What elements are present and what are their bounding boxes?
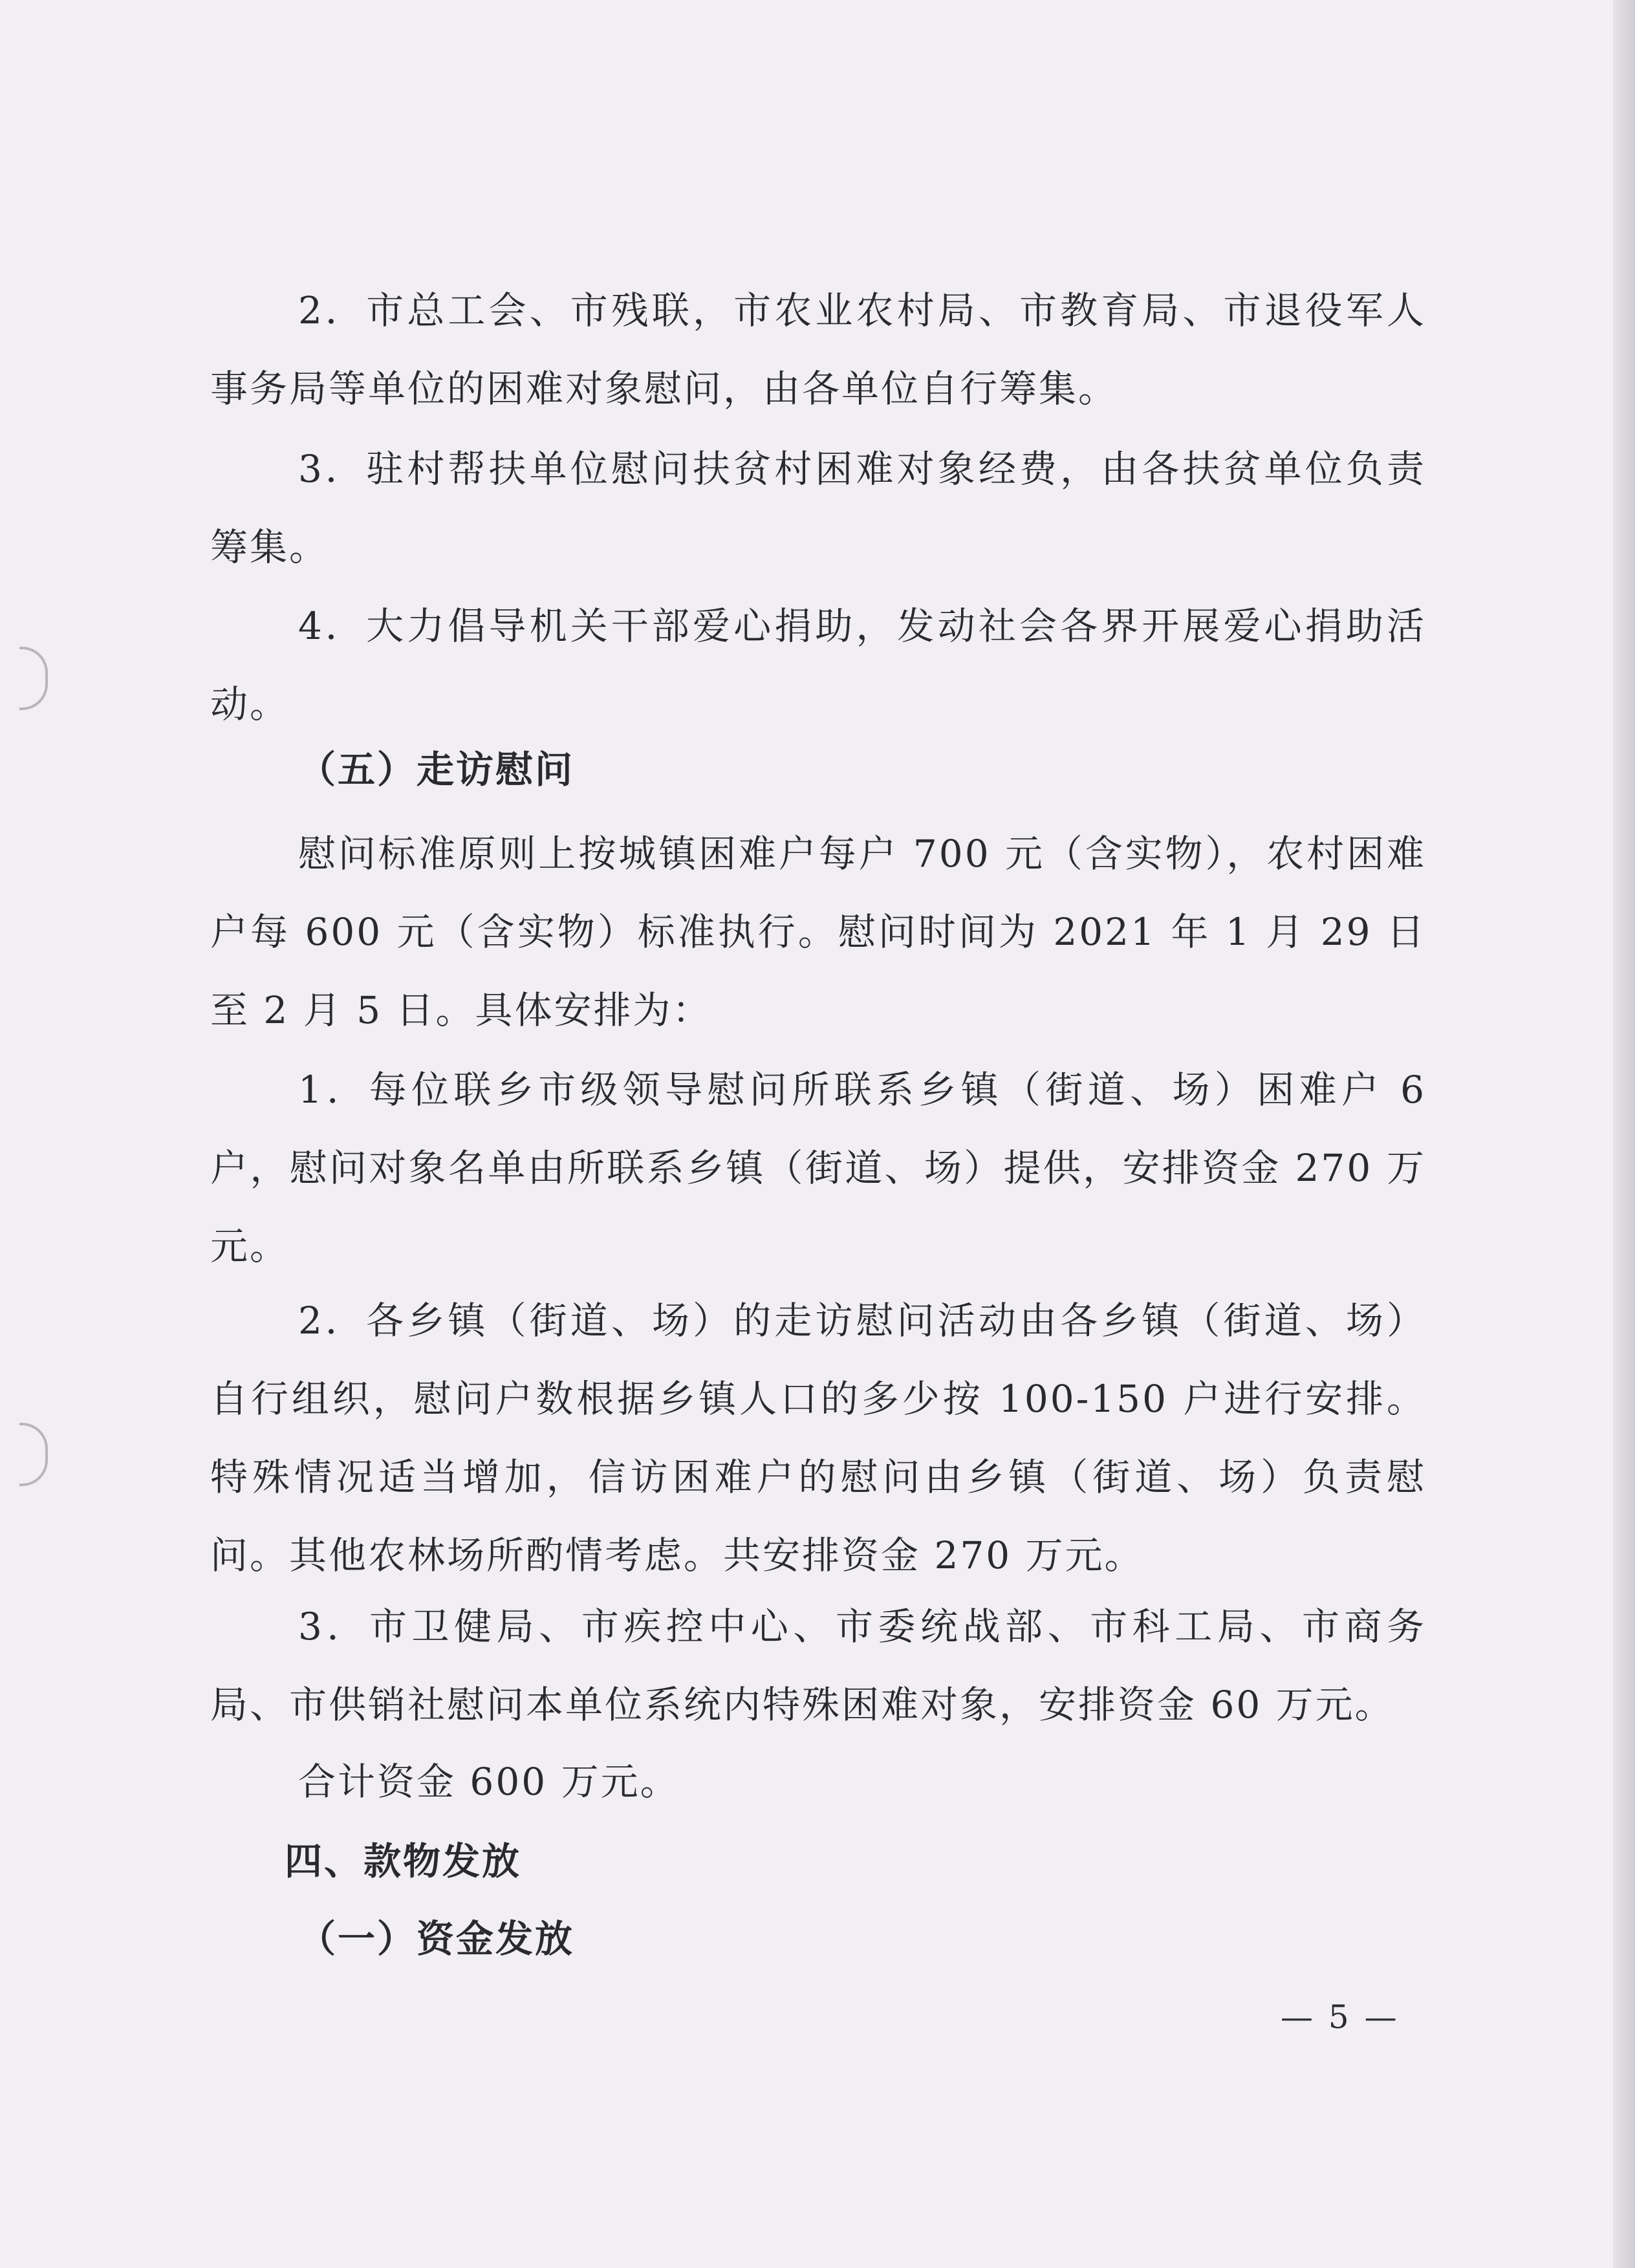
paragraph-donation-advocacy: 4．大力倡导机关干部爱心捐助，发动社会各界开展爱心捐助活动。 — [210, 604, 1426, 726]
paragraph-total-funds: 合计资金 600 万元。 — [298, 1760, 680, 1804]
section-five-heading: （五）走访慰问 — [298, 748, 575, 792]
page-number: — 5 — — [1281, 1998, 1400, 2036]
paragraph-union-disabled-funding: 2．市总工会、市残联，市农业农村局、市教育局、市退役军人事务局等单位的困难对象慰问，由各单位自行筹集。 — [210, 288, 1426, 411]
paragraph-department-visits: 3．市卫健局、市疾控中心、市委统战部、市科工局、市商务局、市供销社慰问本单位系统内特殊困难对象，安排资金 60 万元。 — [210, 1604, 1426, 1727]
page-edge — [1613, 0, 1635, 2268]
paragraph-city-leader-visits: 1．每位联乡市级领导慰问所联系乡镇（街道、场）困难户 6 户，慰问对象名单由所联系乡镇（街道、场）提供，安排资金 270 万元。 — [210, 1068, 1426, 1268]
paragraph-village-aid-funding: 3．驻村帮扶单位慰问扶贫村困难对象经费，由各扶贫单位负责筹集。 — [210, 447, 1426, 569]
section-four-heading: 四、款物发放 — [285, 1839, 522, 1883]
binding-hole-upper — [19, 647, 48, 710]
subsection-funds-distribution-heading: （一）资金发放 — [298, 1917, 575, 1961]
paragraph-township-visits: 2．各乡镇（街道、场）的走访慰问活动由各乡镇（街道、场）自行组织，慰问户数根据乡镇人口的多少按 100-150 户进行安排。特殊情况适当增加，信访困难户的慰问由乡镇（街道、场）负责慰问。其他农林场所酌情考虑。共安排资金 270 万元。 — [210, 1299, 1426, 1577]
paragraph-visit-standard: 慰问标准原则上按城镇困难户每户 700 元（含实物），农村困难户每 600 元（含实物）标准执行。慰问时间为 2021 年 1 月 29 日至 2 月 5 日。具体安排为： — [210, 832, 1426, 1032]
binding-hole-lower — [19, 1423, 48, 1486]
